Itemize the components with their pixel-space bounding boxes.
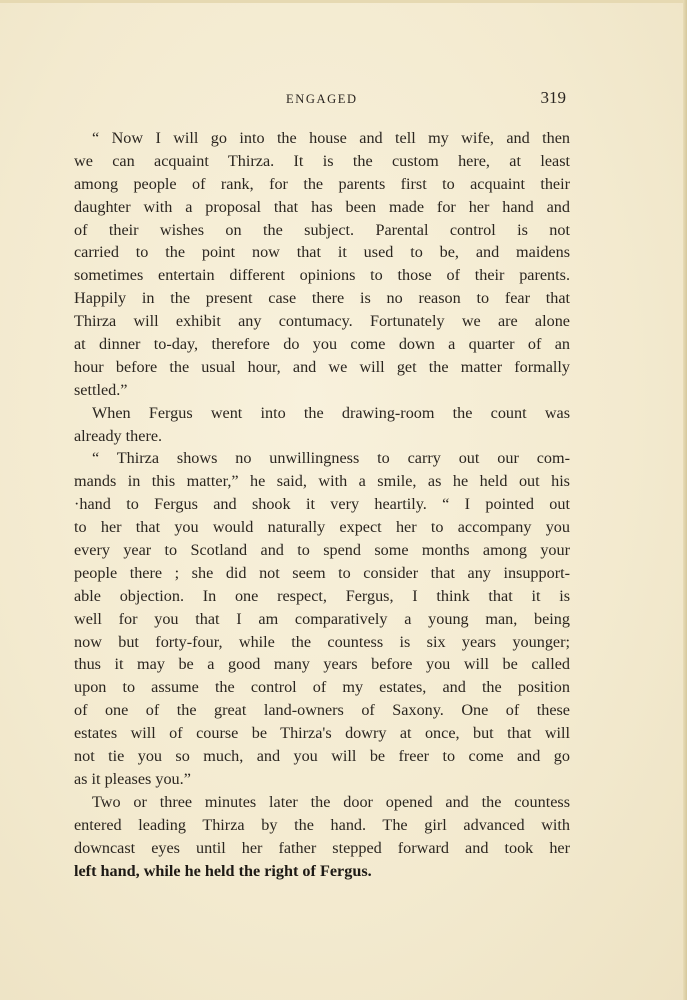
text-line: to her that you would naturally expect her to accompany you xyxy=(74,518,570,537)
page-top-edge xyxy=(0,0,687,3)
text-line: estates will of course be Thirza's dowry at once, but that will xyxy=(74,724,570,743)
text-line: as it pleases you.” xyxy=(74,769,191,788)
text-line: among people of rank, for the parents first to acquaint their xyxy=(74,174,570,193)
running-head xyxy=(74,88,570,112)
text-line: carried to the point now that it used to be, and maidens xyxy=(74,243,570,262)
text-line: upon to assume the control of my estates, and the position xyxy=(74,678,570,697)
text-line: “ Thirza shows no unwillingness to carry out our com- xyxy=(92,449,570,468)
text-line: hour before the usual hour, and we will get the matter formally xyxy=(74,357,570,376)
text-line: Two or three minutes later the door opened and the countess xyxy=(92,792,570,811)
text-line: downcast eyes until her father stepped forward and took her xyxy=(74,838,570,857)
text-line: people there ; she did not seem to consider that any insupport- xyxy=(74,563,570,582)
text-line: daughter with a proposal that has been made for her hand and xyxy=(74,197,570,216)
body-text xyxy=(74,127,570,882)
page-right-edge xyxy=(683,0,687,1000)
text-line: not tie you so much, and you will be freer to come and go xyxy=(74,747,570,766)
text-line: When Fergus went into the drawing-room the count was xyxy=(92,403,570,422)
text-line: Thirza will exhibit any contumacy. Fortunately we are alone xyxy=(74,312,570,331)
page-number: 319 xyxy=(540,88,566,107)
text-line: “ Now I will go into the house and tell my wife, and then xyxy=(92,129,570,147)
text-line: at dinner to-day, therefore do you come down a quarter of an xyxy=(74,335,570,354)
text-line: sometimes entertain different opinions to those of their parents. xyxy=(74,266,570,285)
text-line: settled.” xyxy=(74,380,128,399)
text-line: already there. xyxy=(74,426,163,445)
text-line: now but forty-four, while the countess is six years younger; xyxy=(74,632,570,651)
text-line: well for you that I am comparatively a young man, being xyxy=(74,609,570,628)
text-line: of their wishes on the subject. Parental control is not xyxy=(74,220,570,239)
text-line: mands in this matter,” he said, with a smile, as he held out his xyxy=(74,472,570,491)
text-line: thus it may be a good many years before you will be called xyxy=(74,655,570,674)
text-line: left hand, while he held the right of Fergus. xyxy=(74,861,372,880)
text-line: we can acquaint Thirza. It is the custom here, at least xyxy=(74,151,570,170)
text-line: ·hand to Fergus and shook it very heartily. “ I pointed out xyxy=(74,495,570,514)
text-line: able objection. In one respect, Fergus, I think that it is xyxy=(74,586,570,605)
text-line: of one of the great land-owners of Saxony. One of these xyxy=(74,701,570,720)
text-line: Happily in the present case there is no reason to fear that xyxy=(74,289,570,308)
text-line: every year to Scotland and to spend some months among your xyxy=(74,541,570,560)
text-line: entered leading Thirza by the hand. The girl advanced with xyxy=(74,815,570,834)
running-title: ENGAGED xyxy=(286,92,358,106)
